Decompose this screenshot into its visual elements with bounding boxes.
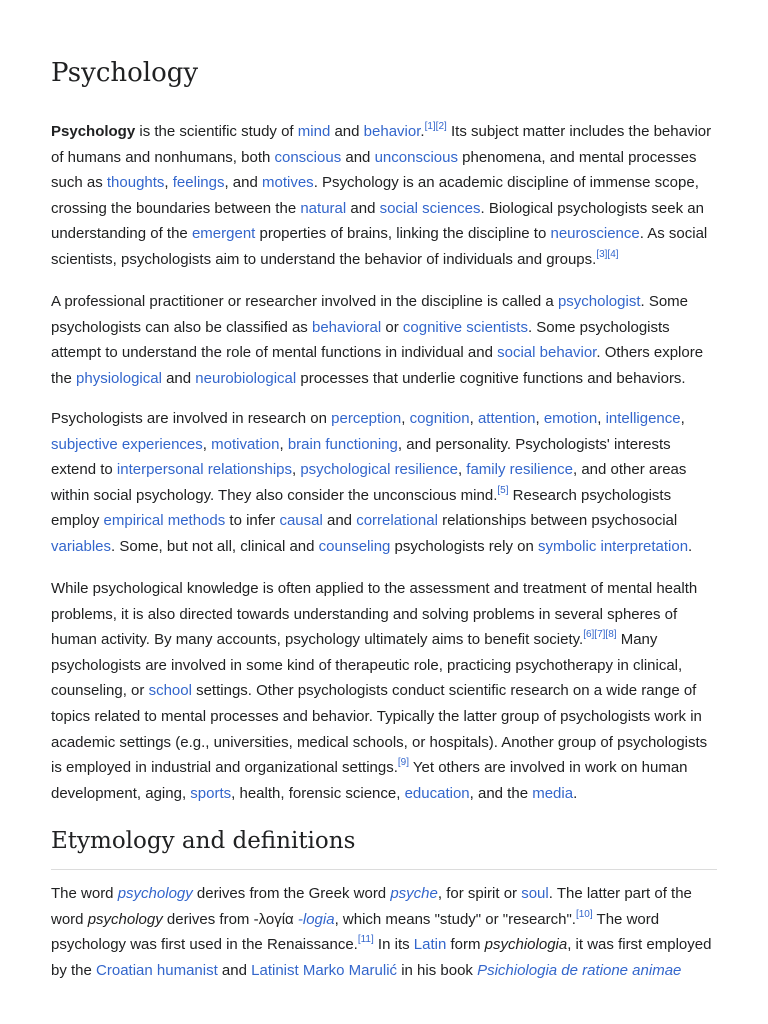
page-title: Psychology (51, 58, 199, 88)
etymology-paragraph: The word psychology derives from the Greek word psyche, for spirit or soul. The latter part of the word psychology derives from -λογία -logia, which means "study" or "research".[10] The word psychology was first used in the Renaissance.[11] In its Latin form psychiologia, it was first employed by the Croatian humanist and Latinist Marko Marulić in his book Psichiologia de ratione animae (51, 885, 712, 979)
link-cognitive-scientists[interactable]: cognitive scientists (402, 318, 528, 336)
link-media[interactable]: media (532, 784, 574, 802)
link-feelings[interactable]: feelings (172, 174, 225, 192)
link-industrial-organizational[interactable]: industrial and organizational (151, 759, 338, 777)
link-behavioral[interactable]: behavioral (311, 318, 382, 336)
link-emergent[interactable]: emergent (191, 225, 256, 243)
link-motivation[interactable]: motivation (211, 435, 280, 453)
link-family-resilience[interactable]: family resilience (466, 461, 573, 479)
link-soul[interactable]: soul (521, 885, 549, 902)
link-emotion[interactable]: emotion (543, 410, 598, 427)
citation-link[interactable]: [5] (497, 484, 509, 496)
link-neuroscience[interactable]: neuroscience (550, 225, 640, 243)
link-natural[interactable]: natural (300, 199, 347, 217)
link-human-development-cont[interactable]: development (51, 784, 137, 802)
practitioner-paragraph: A professional practitioner or researcher involved in the discipline is called a psychologist. Some psychologists can also be classified as behavioral or cognitive scientists. Some psychologists attempt to understand the role of mental functions in individual and social behavior. Others explore the physiological and neurobiological processes that underlie cognitive functions and behaviors. (51, 293, 704, 387)
link-personality[interactable]: personality (435, 435, 507, 453)
link-causal[interactable]: causal (279, 512, 323, 530)
link-social-psychology[interactable]: social psychology (93, 486, 210, 504)
link-attention[interactable]: attention (477, 410, 536, 427)
link-subjective-experiences[interactable]: subjective experiences (51, 435, 203, 453)
section-heading-etymology: Etymology and definitions (51, 822, 717, 870)
link-psyche[interactable]: psyche (390, 885, 438, 902)
link-marko-marulic[interactable]: Marko Marulić (302, 961, 398, 979)
link-neurobiological[interactable]: neurobiological (195, 369, 297, 387)
intro-paragraph: Psychology is the scientific study of mind and behavior.[1][2] Its subject matter includes the behavior of humans and nonhumans, both conscious and unconscious phenomena, and mental processes such as thoughts, feelings, and motives. Psychology is an academic discipline of immense scope, crossing the boundaries between the natural and social sciences. Biological psychologists seek an understanding of the emergent properties of brains, linking the discipline to neuroscience. As social scientists, psychologists aim to understand the behavior of individuals and groups.[3][4] (51, 121, 712, 268)
link-psychological-resilience[interactable]: psychological resilience (300, 461, 458, 479)
link-counseling[interactable]: counseling (318, 537, 391, 555)
link-psychology[interactable]: psychology (117, 885, 193, 902)
link-psychotherapy[interactable]: psychotherapy (515, 656, 613, 674)
link-mind[interactable]: mind (297, 123, 331, 140)
link-perception[interactable]: perception (331, 410, 402, 427)
link-latinist[interactable]: Latinist (251, 961, 299, 979)
link-behavior[interactable]: behavior (363, 123, 421, 140)
link-psichiologia-book[interactable]: Psichiologia de ratione animae (477, 961, 682, 979)
link-school[interactable]: school (148, 682, 192, 700)
link-brain-functioning[interactable]: brain functioning (287, 435, 398, 453)
link-unconscious[interactable]: unconscious (374, 148, 458, 166)
link-correlational[interactable]: correlational (356, 512, 438, 530)
link-interpersonal-relationships[interactable]: interpersonal relationships (116, 461, 292, 479)
link-croatian-humanist[interactable]: Croatian humanist (96, 961, 218, 979)
citation-link[interactable]: [10] (575, 908, 593, 920)
citation-link[interactable]: [9] (397, 757, 410, 769)
citation-link[interactable]: [1][2] (424, 121, 447, 132)
link-cognition[interactable]: cognition (409, 410, 470, 427)
research-paragraph: Psychologists are involved in research on perception, cognition, attention, emotion, intelligence, subjective experiences, motivation, brain functioning, and personality. Psychologists' interests extend to interpersonal relationships, psychological resilience, family resilience, and other areas within social psychology. They also consider the unconscious mind.[5] Research psychologists employ empirical methods to infer causal and correlational relationships between psychosocial variables. Some, but not all, clinical and counseling psychologists rely on symbolic interpretation. (51, 410, 693, 555)
link-symbolic-interpretation[interactable]: symbolic interpretation (537, 537, 689, 555)
citation-link[interactable]: [11] (357, 934, 374, 946)
link-clinical[interactable]: clinical (240, 537, 286, 555)
link-variables[interactable]: variables (51, 537, 112, 555)
link-forensic-science[interactable]: forensic science (288, 784, 397, 802)
applications-paragraph: While psychological knowledge is often applied to the assessment and treatment of mental health problems, it is also directed towards understanding and solving problems in several spheres of human activity. By many accounts, psychology ultimately aims to benefit society.[6][7][8] Many psychologists are involved in some kind of therapeutic role, practicing psychotherapy in clinical, counseling, or school settings. Other psychologists conduct scientific research on a wide range of topics related to mental processes and behavior. Typically the latter group of psychologists work in academic settings (e.g., universities, medical schools, or hospitals). Another group of psychologists is employed in industrial and organizational settings.[9] Yet others are involved in work on human development, aging, sports, health, forensic science, education, and the media. (51, 580, 708, 802)
link-sports[interactable]: sports (190, 784, 232, 802)
link-motives[interactable]: motives (262, 174, 314, 192)
link-psychologist[interactable]: psychologist (557, 293, 641, 310)
link-education[interactable]: education (404, 784, 470, 802)
bold-term: Psychology (51, 123, 136, 140)
link-latin[interactable]: Latin (413, 936, 447, 954)
link-physiological[interactable]: physiological (76, 369, 162, 387)
link-social-sciences[interactable]: social sciences (379, 199, 481, 217)
link-logia[interactable]: -logia (297, 910, 335, 928)
link-intelligence[interactable]: intelligence (605, 410, 681, 427)
link-conscious[interactable]: conscious (274, 148, 342, 166)
link-thoughts[interactable]: thoughts (106, 174, 165, 192)
citation-link[interactable]: [3][4] (596, 248, 619, 260)
link-human-development[interactable]: human (641, 759, 688, 777)
link-empirical-methods[interactable]: empirical methods (103, 512, 226, 530)
link-social-behavior[interactable]: social behavior (497, 344, 597, 362)
citation-link[interactable]: [6][7][8] (583, 629, 617, 641)
